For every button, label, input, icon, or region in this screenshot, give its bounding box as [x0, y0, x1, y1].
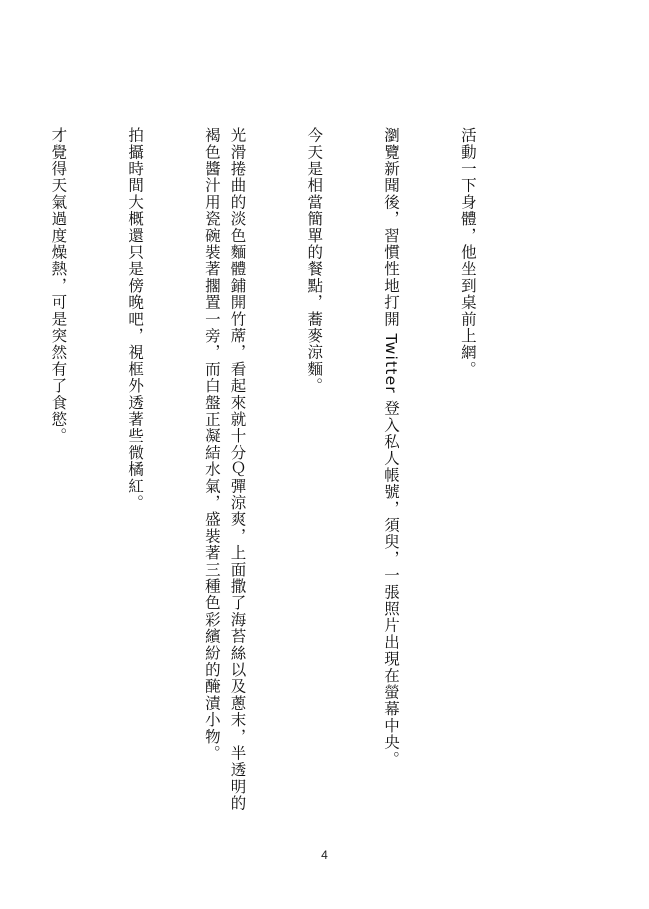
paragraph: 瀏覽新聞後，習慣性地打開 Twitter 登入私人帳號，須臾，一張照片出現在螢幕中央。 — [382, 127, 401, 768]
paragraph: 活動一下身體，他坐到桌前上網。 — [458, 127, 477, 378]
vertical-text-body — [0, 127, 531, 817]
paragraph: 才覺得天氣過度燥熱，可是突然有了食慾。 — [49, 127, 68, 445]
paragraph: 拍攝時間大概還只是傍晚吧，視框外透著些微橘紅。 — [126, 127, 145, 512]
paragraph: 今天是相當簡單的餐點，蕎麥涼麵。 — [305, 127, 324, 395]
page-number: 4 — [321, 848, 328, 862]
paragraph: 光滑捲曲的淡色麵體鋪開竹蓆，看起來就十分Ｑ彈涼爽，上面撒了海苔絲以及蔥末，半透明的褐色醬汁用瓷碗裝著擱置一旁，而白盤正凝結水氣，盛裝著三種色彩繽紛的醃漬小物。 — [202, 127, 247, 812]
